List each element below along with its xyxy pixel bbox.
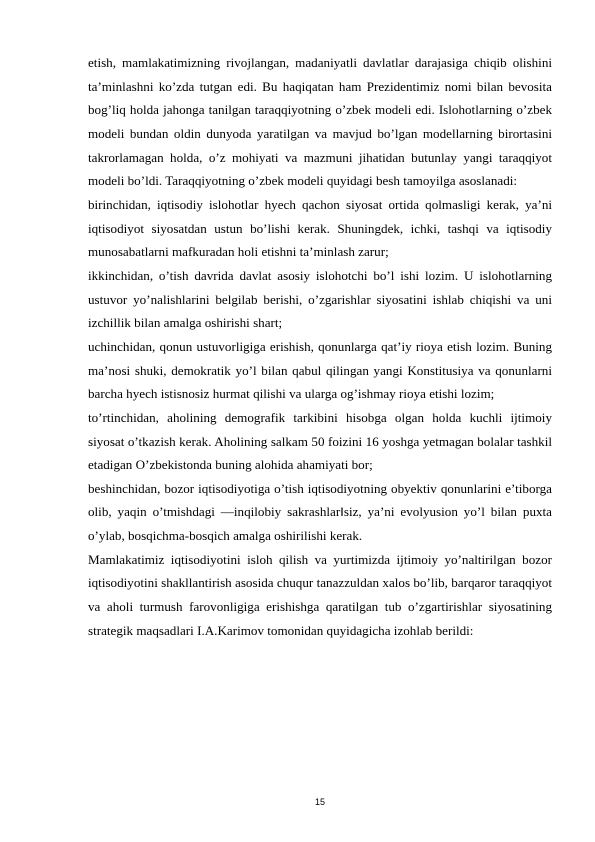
body-text xyxy=(88,51,552,642)
paragraph-intro: etish, mamlakatimizning rivojlangan, madaniyatli davlatlar darajasiga chiqib olishini ta’minlashni ko’zda tutgan edi. Bu haqiqatan ham Prezidentimiz nomi bilan bevosita bog’liq holda jahonga tanilgan taraqqiyotning o’zbek modeli edi. Islohotlarning o’zbek modeli bundan oldin dunyoda yaratilgan va mavjud bo’lgan modellarning birortasini takrorlamagan holda, o’z mohiyati va mazmuni jihatidan butunlay yangi taraqqiyot modeli bo’ldi. Taraqqiyotning o’zbek modeli quyidagi besh tamoyilga asoslanadi: xyxy=(88,55,552,189)
paragraph-principle-2: ikkinchidan, o’tish davrida davlat asosiy islohotchi bo’l ishi lozim. U islohotlarning ustuvor yo’nalishlarini belgilab berishi, o’zgarishlar siyosatini ishlab chiqishi va uni izchillik bilan amalga oshirishi shart; xyxy=(88,267,552,331)
paragraph-strategic-goals: Mamlakatimiz iqtisodiyotini isloh qilish va yurtimizda ijtimoiy yo’naltirilgan bozor iqtisodiyotini shakllantirish asosida chuqur tanazzuldan xalos bo’lib, barqaror taraqqiyot va aholi turmush farovonligiga erishishga qaratilgan tub o’zgartirishlar siyosatining strategik maqsadlari I.A.Karimov tomonidan quyidagicha izohlab berildi: xyxy=(88,551,552,638)
paragraph-principle-4: to’rtinchidan, aholining demografik tarkibini hisobga olgan holda kuchli ijtimoiy siyosat o’tkazish kerak. Aholining salkam 50 foizini 16 yoshga yetmagan bolalar tashkil etadigan O’zbekistonda buning alohida ahamiyati bor; xyxy=(88,409,552,473)
page-number: 15 xyxy=(314,797,325,807)
paragraph-principle-5: beshinchidan, bozor iqtisodiyotiga o’tish iqtisodiyotning obyektiv qonunlarini e’tiborga olib, yaqin o’tmishdagi ―inqilobiy sakrashlar‖siz, ya’ni evolyusion yo’l bilan puxta o’ylab, bosqichma-bosqich amalga oshirilishi kerak. xyxy=(88,480,552,544)
paragraph-principle-3: uchinchidan, qonun ustuvorligiga erishish, qonunlarga qat’iy rioya etish lozim. Buning ma’nosi shuki, demokratik yo’l bilan qabul qilingan yangi Konstitusiya va qonunlarni barcha hyech istisnosiz hurmat qilishi va ularga og’ishmay rioya etishi lozim; xyxy=(88,338,552,402)
paragraph-principle-1: birinchidan, iqtisodiy islohotlar hyech qachon siyosat ortida qolmasligi kerak, ya’ni iqtisodiyot siyosatdan ustun bo’lishi kerak. Shuningdek, ichki, tashqi va iqtisodiy munosabatlarni mafkuradan holi etishni ta’minlash zarur; xyxy=(88,196,552,260)
